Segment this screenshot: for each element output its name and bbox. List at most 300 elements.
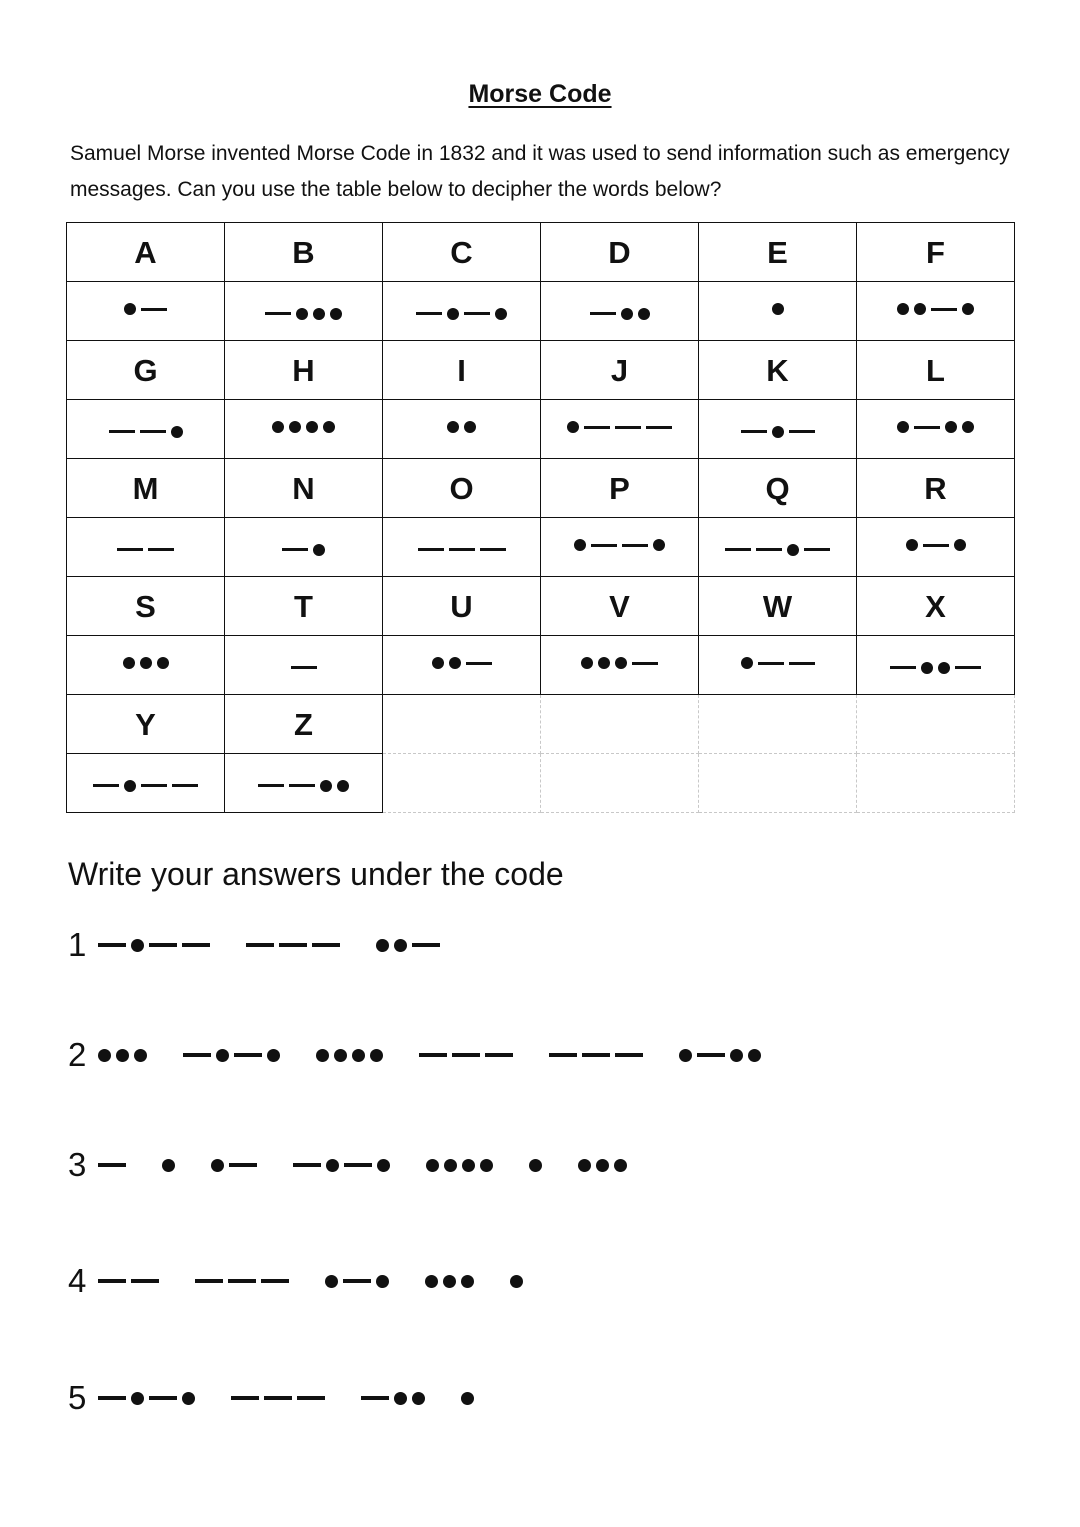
code-cell: [699, 518, 857, 577]
morse-dot-icon: [748, 1049, 761, 1062]
morse-code-sequence: [293, 1159, 390, 1172]
puzzle-code: [98, 1159, 627, 1172]
morse-dash-icon: [890, 666, 916, 669]
letter-cell: [541, 223, 699, 282]
code-cell: [383, 400, 541, 459]
morse-dash-icon: [416, 312, 442, 315]
morse-dot-icon: [330, 308, 342, 320]
morse-dot-icon: [394, 1392, 407, 1405]
letter-cell: [699, 341, 857, 400]
letter-cell: [699, 459, 857, 518]
morse-code-sequence: [897, 421, 974, 433]
morse-dot-icon: [464, 421, 476, 433]
letter-label: U: [450, 588, 473, 624]
morse-code-sequence: [418, 548, 506, 551]
morse-dash-icon: [258, 784, 284, 787]
code-cell: [67, 754, 225, 813]
morse-code-sequence: [578, 1159, 627, 1172]
letter-label: E: [767, 234, 788, 270]
morse-dash-icon: [914, 426, 940, 429]
code-row: [67, 400, 1015, 459]
morse-dash-icon: [923, 544, 949, 547]
morse-dash-icon: [591, 544, 617, 547]
puzzle-number: 3: [68, 1146, 87, 1183]
morse-dot-icon: [377, 1159, 390, 1172]
morse-dash-icon: [741, 430, 767, 433]
morse-dot-icon: [449, 657, 461, 669]
morse-dot-icon: [123, 657, 135, 669]
morse-dash-icon: [756, 548, 782, 551]
morse-dot-icon: [426, 1159, 439, 1172]
morse-code-sequence: [567, 421, 672, 433]
morse-dot-icon: [337, 780, 349, 792]
morse-dash-icon: [549, 1053, 577, 1057]
morse-code-sequence: [510, 1275, 523, 1288]
puzzle-code: [98, 1049, 761, 1062]
letter-label: M: [132, 470, 159, 506]
morse-dot-icon: [921, 662, 933, 674]
morse-dash-icon: [182, 943, 210, 947]
letter-cell: [699, 223, 857, 282]
morse-code-sequence: [265, 308, 342, 320]
empty-cell: [541, 695, 699, 754]
morse-code-sequence: [741, 657, 815, 669]
morse-code-sequence: [195, 1279, 289, 1283]
intro-text: Samuel Morse invented Morse Code in 1832 and it was used to send information such as emergency messages. Can you use the table below to decipher the words below?: [70, 142, 1010, 201]
morse-dash-icon: [231, 1396, 259, 1400]
letter-label: Q: [765, 470, 790, 506]
morse-code-sequence: [98, 1163, 126, 1167]
morse-dash-icon: [343, 1279, 371, 1283]
morse-code-sequence: [419, 1053, 513, 1057]
morse-dot-icon: [394, 939, 407, 952]
morse-dash-icon: [291, 666, 317, 669]
morse-dash-icon: [141, 308, 167, 311]
morse-dot-icon: [370, 1049, 383, 1062]
letter-cell: [541, 341, 699, 400]
letter-row: [67, 695, 1015, 754]
code-cell: [67, 282, 225, 341]
morse-dash-icon: [646, 426, 672, 429]
letter-label: Z: [294, 706, 313, 742]
morse-code-sequence: [581, 657, 658, 669]
code-cell: [541, 518, 699, 577]
morse-dot-icon: [962, 303, 974, 315]
morse-code-sequence: [425, 1275, 474, 1288]
morse-dot-icon: [296, 308, 308, 320]
morse-code-sequence: [272, 421, 335, 433]
morse-dash-icon: [264, 1396, 292, 1400]
morse-dot-icon: [638, 308, 650, 320]
morse-dot-icon: [787, 544, 799, 556]
morse-code-sequence: [162, 1159, 175, 1172]
morse-dot-icon: [730, 1049, 743, 1062]
morse-code-sequence: [529, 1159, 542, 1172]
morse-dash-icon: [98, 943, 126, 947]
morse-code-sequence: [183, 1049, 280, 1062]
morse-code-sequence: [316, 1049, 383, 1062]
morse-dot-icon: [376, 939, 389, 952]
empty-cell: [699, 754, 857, 813]
puzzle-number: 1: [68, 926, 87, 963]
morse-dot-icon: [98, 1049, 111, 1062]
morse-code-sequence: [432, 657, 492, 669]
letter-label: J: [610, 352, 629, 388]
letter-cell: [857, 223, 1015, 282]
morse-dot-icon: [272, 421, 284, 433]
morse-code-table: [66, 222, 1015, 813]
morse-dot-icon: [323, 421, 335, 433]
morse-code-sequence: [98, 1049, 147, 1062]
code-cell: [857, 518, 1015, 577]
morse-dash-icon: [412, 943, 440, 947]
morse-dash-icon: [93, 784, 119, 787]
morse-dot-icon: [211, 1159, 224, 1172]
empty-cell: [699, 695, 857, 754]
letter-cell: [67, 695, 225, 754]
puzzle-code: [98, 939, 440, 952]
code-cell: [67, 400, 225, 459]
letter-cell: [699, 577, 857, 636]
morse-dash-icon: [172, 784, 198, 787]
morse-dash-icon: [265, 312, 291, 315]
morse-dot-icon: [313, 544, 325, 556]
code-cell: [225, 636, 383, 695]
morse-code-sequence: [123, 657, 169, 669]
morse-dash-icon: [131, 1279, 159, 1283]
morse-dot-icon: [772, 303, 784, 315]
letter-cell: [225, 695, 383, 754]
morse-dash-icon: [228, 1279, 256, 1283]
morse-dot-icon: [443, 1275, 456, 1288]
code-row: [67, 282, 1015, 341]
morse-dash-icon: [109, 430, 135, 433]
answers-heading: Write your answers under the code: [68, 856, 564, 892]
morse-code-sequence: [98, 1279, 159, 1283]
morse-dot-icon: [461, 1392, 474, 1405]
morse-dash-icon: [234, 1053, 262, 1057]
morse-code-sequence: [93, 780, 198, 792]
morse-dot-icon: [352, 1049, 365, 1062]
puzzle-line: [68, 1032, 761, 1078]
morse-dash-icon: [282, 548, 308, 551]
letter-label: X: [925, 588, 946, 624]
morse-dash-icon: [117, 548, 143, 551]
morse-dot-icon: [567, 421, 579, 433]
morse-dot-icon: [140, 657, 152, 669]
morse-dot-icon: [510, 1275, 523, 1288]
morse-dash-icon: [246, 943, 274, 947]
morse-dash-icon: [149, 943, 177, 947]
morse-dot-icon: [462, 1159, 475, 1172]
letter-cell: [541, 577, 699, 636]
morse-dash-icon: [697, 1053, 725, 1057]
morse-code-sequence: [361, 1392, 425, 1405]
letter-cell: [67, 341, 225, 400]
morse-dash-icon: [261, 1279, 289, 1283]
morse-dash-icon: [149, 1396, 177, 1400]
morse-code-sequence: [109, 426, 183, 438]
letter-row: [67, 577, 1015, 636]
morse-dash-icon: [464, 312, 490, 315]
letter-label: H: [292, 352, 315, 388]
letter-cell: [383, 341, 541, 400]
morse-code-sequence: [426, 1159, 493, 1172]
morse-code-sequence: [590, 308, 650, 320]
morse-dash-icon: [725, 548, 751, 551]
letter-label: R: [924, 470, 947, 506]
morse-dot-icon: [289, 421, 301, 433]
morse-code-sequence: [725, 544, 830, 556]
morse-dot-icon: [444, 1159, 457, 1172]
morse-dash-icon: [279, 943, 307, 947]
morse-dash-icon: [98, 1396, 126, 1400]
morse-dot-icon: [116, 1049, 129, 1062]
morse-dot-icon: [334, 1049, 347, 1062]
code-row: [67, 636, 1015, 695]
code-cell: [857, 636, 1015, 695]
morse-dash-icon: [590, 312, 616, 315]
letter-label: L: [926, 352, 945, 388]
morse-code-sequence: [98, 1392, 195, 1405]
morse-dot-icon: [962, 421, 974, 433]
morse-dot-icon: [653, 539, 665, 551]
morse-code-sequence: [211, 1159, 257, 1172]
morse-dot-icon: [325, 1275, 338, 1288]
letter-cell: [857, 341, 1015, 400]
letter-cell: [225, 341, 383, 400]
puzzle-line: [68, 1142, 627, 1188]
morse-code-sequence: [890, 662, 981, 674]
morse-dot-icon: [157, 657, 169, 669]
morse-code-sequence: [98, 939, 210, 952]
morse-dot-icon: [447, 421, 459, 433]
letter-label: I: [457, 352, 466, 388]
morse-code-sequence: [231, 1396, 325, 1400]
morse-dot-icon: [313, 308, 325, 320]
morse-code-sequence: [376, 939, 440, 952]
code-cell: [699, 400, 857, 459]
morse-dash-icon: [632, 662, 658, 665]
morse-dot-icon: [897, 303, 909, 315]
letter-cell: [225, 577, 383, 636]
morse-dot-icon: [741, 657, 753, 669]
morse-dot-icon: [914, 303, 926, 315]
morse-code-sequence: [772, 303, 784, 315]
letter-cell: [225, 223, 383, 282]
letter-label: D: [608, 234, 631, 270]
letter-label: Y: [135, 706, 156, 742]
letter-label: W: [762, 588, 793, 624]
morse-dash-icon: [931, 308, 957, 311]
morse-dash-icon: [140, 430, 166, 433]
morse-dot-icon: [134, 1049, 147, 1062]
letter-label: P: [609, 470, 630, 506]
morse-dash-icon: [789, 430, 815, 433]
letter-label: V: [609, 588, 630, 624]
morse-dot-icon: [480, 1159, 493, 1172]
morse-code-sequence: [291, 666, 317, 669]
code-cell: [857, 282, 1015, 341]
letter-label: N: [292, 470, 315, 506]
morse-dash-icon: [955, 666, 981, 669]
letter-cell: [67, 577, 225, 636]
morse-code-sequence: [679, 1049, 761, 1062]
code-cell: [541, 400, 699, 459]
morse-dot-icon: [621, 308, 633, 320]
morse-dot-icon: [326, 1159, 339, 1172]
morse-dot-icon: [432, 657, 444, 669]
letter-label: A: [134, 234, 157, 270]
morse-dash-icon: [418, 548, 444, 551]
morse-dash-icon: [485, 1053, 513, 1057]
morse-dot-icon: [574, 539, 586, 551]
morse-dot-icon: [954, 539, 966, 551]
morse-code-sequence: [117, 548, 174, 551]
morse-dot-icon: [581, 657, 593, 669]
morse-dash-icon: [361, 1396, 389, 1400]
letter-label: K: [766, 352, 789, 388]
morse-dash-icon: [615, 1053, 643, 1057]
code-cell: [699, 636, 857, 695]
morse-code-sequence: [246, 943, 340, 947]
page-title: Morse Code: [468, 80, 612, 108]
morse-dash-icon: [148, 548, 174, 551]
morse-dash-icon: [195, 1279, 223, 1283]
code-cell: [383, 518, 541, 577]
morse-dot-icon: [772, 426, 784, 438]
letter-cell: [857, 577, 1015, 636]
morse-dash-icon: [789, 662, 815, 665]
morse-dash-icon: [312, 943, 340, 947]
morse-dash-icon: [98, 1279, 126, 1283]
morse-code-sequence: [325, 1275, 389, 1288]
morse-dot-icon: [578, 1159, 591, 1172]
morse-dash-icon: [480, 548, 506, 551]
letter-cell: [541, 459, 699, 518]
morse-dot-icon: [412, 1392, 425, 1405]
morse-dot-icon: [461, 1275, 474, 1288]
puzzle-code: [98, 1392, 474, 1405]
morse-dash-icon: [297, 1396, 325, 1400]
morse-dot-icon: [124, 780, 136, 792]
morse-dash-icon: [289, 784, 315, 787]
letter-row: [67, 223, 1015, 282]
morse-code-sequence: [124, 303, 167, 315]
morse-dot-icon: [131, 939, 144, 952]
morse-dash-icon: [141, 784, 167, 787]
letter-cell: [383, 223, 541, 282]
morse-dot-icon: [596, 1159, 609, 1172]
morse-dash-icon: [758, 662, 784, 665]
morse-code-sequence: [258, 780, 349, 792]
morse-dot-icon: [495, 308, 507, 320]
morse-dash-icon: [584, 426, 610, 429]
letter-label: O: [449, 470, 474, 506]
morse-dot-icon: [216, 1049, 229, 1062]
letter-row: [67, 459, 1015, 518]
morse-dot-icon: [162, 1159, 175, 1172]
puzzle-number: 5: [68, 1379, 87, 1416]
morse-dot-icon: [316, 1049, 329, 1062]
empty-cell: [383, 754, 541, 813]
letter-cell: [383, 577, 541, 636]
empty-cell: [857, 695, 1015, 754]
letter-label: S: [135, 588, 156, 624]
letter-cell: [857, 459, 1015, 518]
code-cell: [225, 754, 383, 813]
morse-code-sequence: [416, 308, 507, 320]
letter-label: F: [926, 234, 945, 270]
empty-cell: [383, 695, 541, 754]
morse-dot-icon: [124, 303, 136, 315]
morse-dash-icon: [452, 1053, 480, 1057]
letter-row: [67, 341, 1015, 400]
puzzle-line: [68, 1375, 474, 1421]
morse-dot-icon: [447, 308, 459, 320]
morse-dot-icon: [529, 1159, 542, 1172]
morse-dot-icon: [171, 426, 183, 438]
morse-dash-icon: [229, 1163, 257, 1167]
code-cell: [383, 282, 541, 341]
morse-dash-icon: [98, 1163, 126, 1167]
morse-dash-icon: [582, 1053, 610, 1057]
code-cell: [541, 282, 699, 341]
empty-cell: [541, 754, 699, 813]
morse-dash-icon: [293, 1163, 321, 1167]
code-cell: [225, 518, 383, 577]
morse-dash-icon: [344, 1163, 372, 1167]
code-row: [67, 754, 1015, 813]
letter-label: C: [450, 234, 473, 270]
morse-code-sequence: [741, 426, 815, 438]
morse-dot-icon: [615, 657, 627, 669]
morse-code-sequence: [897, 303, 974, 315]
morse-dot-icon: [182, 1392, 195, 1405]
code-row: [67, 518, 1015, 577]
letter-cell: [225, 459, 383, 518]
letter-cell: [67, 459, 225, 518]
puzzle-number: 2: [68, 1036, 87, 1073]
morse-dot-icon: [131, 1392, 144, 1405]
empty-cell: [857, 754, 1015, 813]
code-cell: [67, 636, 225, 695]
morse-code-sequence: [282, 544, 325, 556]
morse-code-sequence: [906, 539, 966, 551]
morse-dash-icon: [449, 548, 475, 551]
letter-label: G: [133, 352, 158, 388]
morse-code-sequence: [461, 1392, 474, 1405]
morse-dot-icon: [679, 1049, 692, 1062]
morse-dot-icon: [945, 421, 957, 433]
morse-dot-icon: [906, 539, 918, 551]
morse-code-sequence: [447, 421, 476, 433]
morse-dot-icon: [938, 662, 950, 674]
code-cell: [225, 282, 383, 341]
code-cell: [857, 400, 1015, 459]
morse-dot-icon: [598, 657, 610, 669]
morse-dot-icon: [376, 1275, 389, 1288]
puzzle-code: [98, 1275, 523, 1288]
morse-dot-icon: [267, 1049, 280, 1062]
morse-dot-icon: [425, 1275, 438, 1288]
morse-dash-icon: [622, 544, 648, 547]
morse-dash-icon: [804, 548, 830, 551]
letter-cell: [67, 223, 225, 282]
morse-dash-icon: [419, 1053, 447, 1057]
morse-dot-icon: [320, 780, 332, 792]
morse-dash-icon: [183, 1053, 211, 1057]
